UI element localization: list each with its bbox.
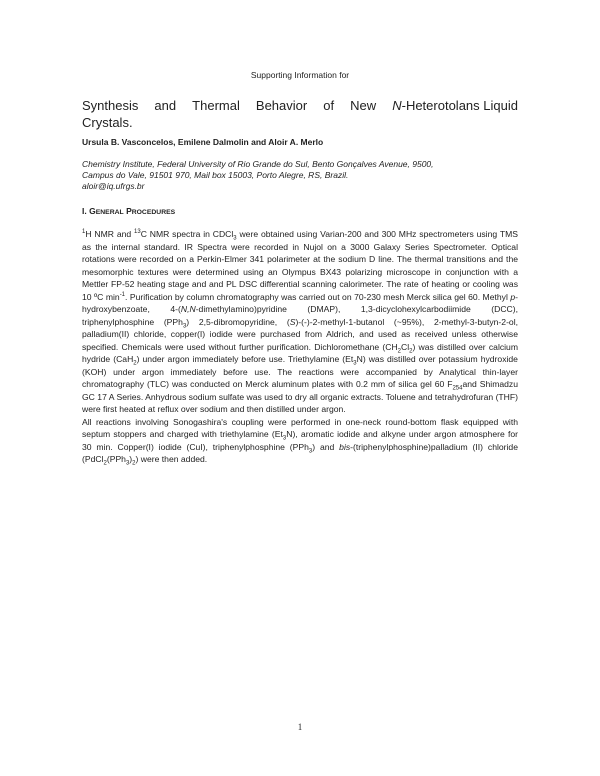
- page-number: 1: [297, 722, 303, 732]
- affiliation: [82, 159, 518, 192]
- contact-email: aloir@iq.ufrgs.br: [82, 181, 145, 191]
- title-word-heterotolans: N-Heterotolans Liquid: [392, 98, 518, 113]
- section-heading: I. GENERAL PROCEDURES: [82, 206, 176, 216]
- paragraph-general-procedures: $^1$H NMR and $^{13}$C NMR spectra in CDCl$_3$ were obtained using Varian-200 and 300 MHz spectrometers using TMS as the internal standard. IR Spectra were recorded in Nujol on a 3000 Galaxy Series Spectrometer. Optical rotations were recorded on a Perkin-Elmer 341 polarimeter at the sodium D line. The thermal transitions and the mesomorphic textures were determined using an Olympus BX43 polarizing microscope in conjunction with a Mettler FP-52 heating stage and and PL DSC differential scanning calorimeter. The rate of heating or cooling was 10 ºC $\min^{-1}$. Purification by column chromatography was carried out on 70-230 mesh Merck silica gel 60. Methyl p-hydroxybenzoate, 4-(N,N-dimethylamino)pyridine (DMAP), 1,3-dicyclohexylcarbodiimide (DCC), triphenylphosphine (PPh$_3$) 2,5-dibromopyridine, (S)-(-)-2-methyl-1-butanol (~95%), 2-methyl-3-butyn-2-ol, palladium(II) chloride, copper(I) iodide were purchased from Aldrich, and used as received unless otherwise specified. Chemicals were used without further purification. Dichloromethane $(CH_2Cl_2)$ was distilled over calcium hydride (CaH$_2$) under argon immediately before use. Triethylamine $(Et_3N)$ was distilled over potassium hydroxide (KOH) under argon immediately before use. The reactions were accompanied by Analytical thin-layer chromatography (TLC) was conducted on Merck aluminum plates with 0.2 mm of silica gel 60 $F_{254}and$ Shimadzu GC 17 A Series. Anhydrous sodium sulfate was used to dry all organic extracts. Toluene and tetrahydrofuran (THF) were first heated at reflux over sodium and then distilled under argon.: [82, 229, 519, 414]
- paragraph-sonogashira: All reactions involving Sonogashira's coupling were performed in one-neck round-bottom flask equipped with septum stoppers and charged with triethylamine $(Et_3N)$, aromatic iodide and alkyne under argon atmosphere for 30 min. Copper(I) iodide (CuI), triphenylphosphine (PPh$_3$) and bis-(triphenylphosphine)palladium (II) chloride $(PdCl_2(PPh_3)_2)$ were then added.: [82, 416, 518, 467]
- title-word: Synthesis: [82, 98, 139, 113]
- title-word: and: [154, 98, 177, 113]
- title-word: of: [323, 98, 335, 113]
- body-text: [82, 228, 518, 466]
- paper-title: [82, 97, 518, 131]
- author-list: Ursula B. Vasconcelos, Emilene Dalmolin and Aloir A. Merlo: [82, 137, 324, 147]
- title-line-2: Crystals.: [82, 115, 133, 130]
- page-header: Supporting Information for: [250, 70, 350, 80]
- affiliation-line: Chemistry Institute, Federal University of Rio Grande do Sul, Bento Gonçalves Avenue, 9500,: [82, 159, 434, 169]
- title-word: Behavior: [255, 98, 308, 113]
- title-word: Thermal: [192, 98, 240, 113]
- affiliation-line: Campus do Vale, 91501 970, Mail box 15003, Porto Alegre, RS, Brazil.: [82, 170, 349, 180]
- title-word: New: [350, 98, 377, 113]
